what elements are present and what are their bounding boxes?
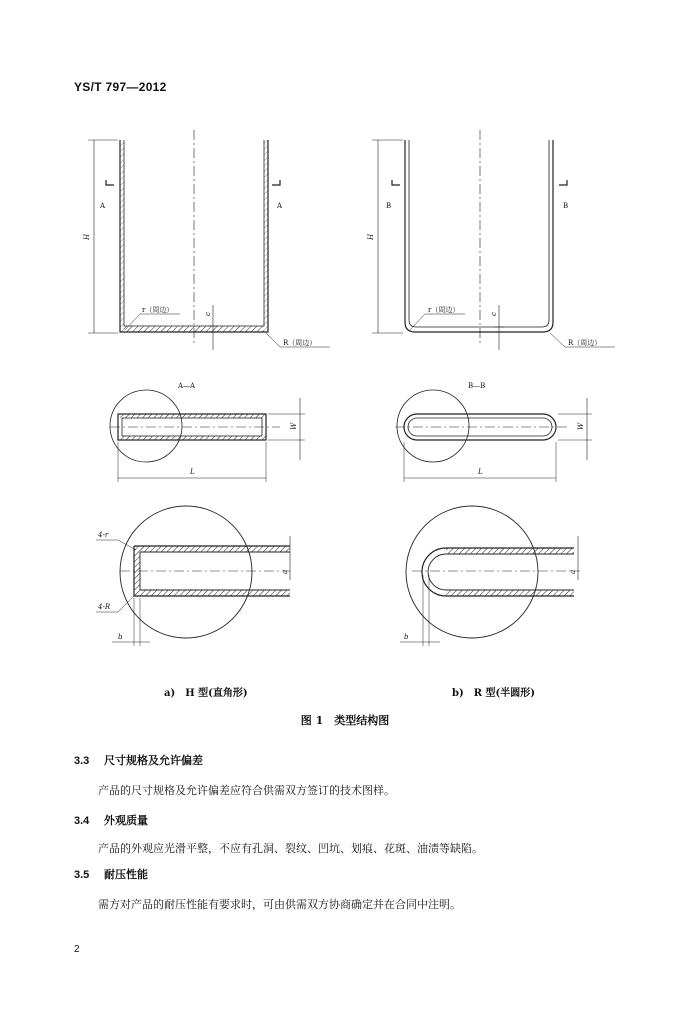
section-heading: 尺寸规格及允许偏差 xyxy=(104,754,203,767)
label-a-detail-right: a xyxy=(569,569,577,574)
section-3-5-heading xyxy=(74,866,148,882)
label-R-edge-right: R（周边） xyxy=(568,339,602,347)
label-a-right: A xyxy=(277,202,283,210)
caption-h-type: a) H 型(直角形) xyxy=(164,688,248,699)
section-a-a xyxy=(110,390,305,482)
label-b-right: B xyxy=(563,202,569,210)
label-b-left: B xyxy=(386,202,392,210)
section-number: 3.4 xyxy=(74,815,90,827)
figure-title: 图 1 类型结构图 xyxy=(300,714,390,727)
label-w-right: W xyxy=(577,422,585,430)
section-number: 3.3 xyxy=(74,755,90,767)
label-r-edge-right: r（周边） xyxy=(428,306,460,314)
label-b-detail-right: b xyxy=(404,633,409,641)
h-type-detail xyxy=(96,506,290,646)
label-4R: 4-R xyxy=(98,603,111,611)
label-b-detail-left: b xyxy=(118,633,123,641)
r-type-elevation xyxy=(372,130,615,350)
caption-r-type: b) R 型(半圆形) xyxy=(452,688,535,699)
label-a-detail-left: a xyxy=(281,569,289,574)
section-3-4-text: 产品的外观应光滑平整，不应有孔洞、裂纹、凹坑、划痕、花斑、油渍等缺陷。 xyxy=(98,842,483,855)
section-3-4-heading xyxy=(74,812,148,828)
label-4r: 4-r xyxy=(98,531,109,539)
section-3-3-heading xyxy=(74,752,203,768)
section-3-3-text: 产品的尺寸规格及允许偏差应符合供需双方签订的技术图样。 xyxy=(98,784,395,797)
label-section-aa: A—A xyxy=(178,382,196,390)
label-section-bb: B—B xyxy=(468,382,486,390)
label-r-edge-left: r（周边） xyxy=(142,306,174,314)
h-type-elevation xyxy=(88,130,330,350)
section-heading: 外观质量 xyxy=(104,814,148,827)
label-l-left: L xyxy=(190,468,195,476)
section-b-b xyxy=(395,390,592,482)
section-number: 3.5 xyxy=(74,869,90,881)
standard-code-header: YS/T 797—2012 xyxy=(74,80,167,94)
label-R-edge-left: R（周边） xyxy=(283,339,317,347)
section-3-5-text: 需方对产品的耐压性能有要求时，可由供需双方协商确定并在合同中注明。 xyxy=(98,898,461,911)
label-l-right: L xyxy=(478,468,483,476)
section-heading: 耐压性能 xyxy=(104,868,148,881)
label-c-left: c xyxy=(204,312,212,316)
label-h-right: H xyxy=(367,233,375,240)
label-a-left: A xyxy=(100,202,106,210)
label-h-left: H xyxy=(83,233,91,240)
label-w-left: W xyxy=(290,422,298,430)
label-c-right: c xyxy=(490,312,498,316)
page-number: 2 xyxy=(74,944,80,955)
r-type-detail xyxy=(400,506,580,646)
